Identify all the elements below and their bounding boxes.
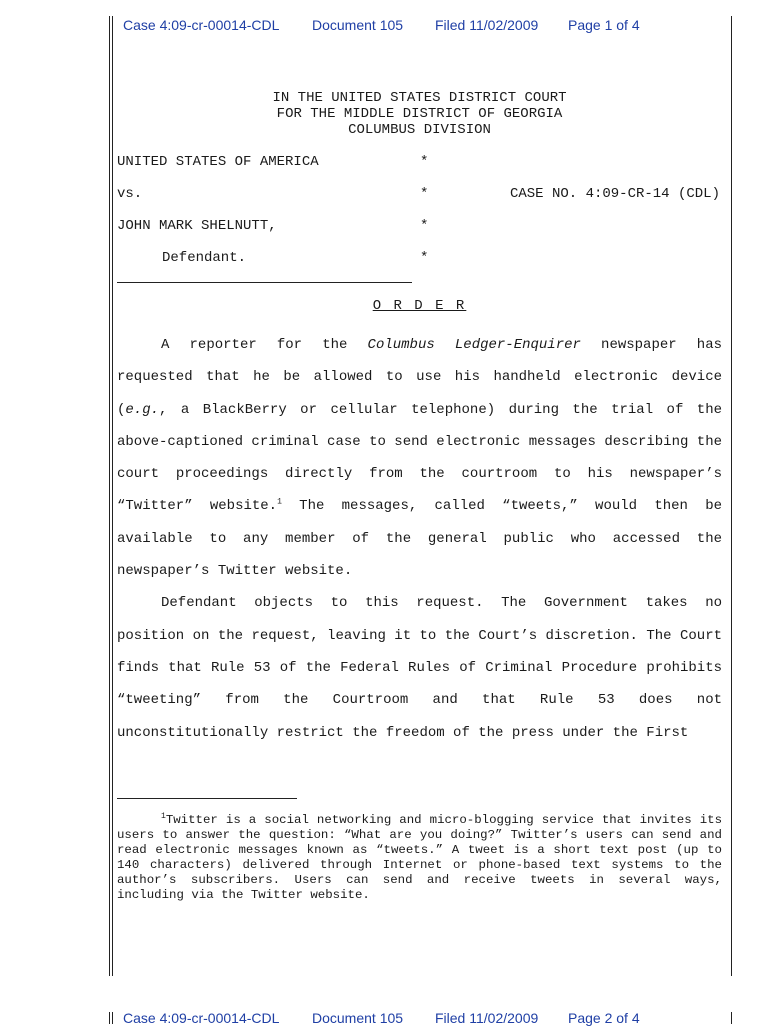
plaintiff-name: UNITED STATES OF AMERICA [117,154,319,170]
left-margin-line-inner-next [112,1012,113,1024]
eg-abbrev: e.g. [125,401,160,418]
paragraph-text: , a BlackBerry or cellular telephone) during the trial of the above-captioned criminal case to send electronic messages describing the court proceedings directly from the courtroom to his newspaper’s “Twitter” website. [117,401,722,515]
paragraph-text: A reporter for the [161,337,368,353]
caption-vs-row [117,186,722,204]
caption-divider [117,282,412,283]
defendant-role: Defendant. [162,250,247,266]
left-margin-line-next [109,1012,110,1024]
caption-asterisk: * [420,186,429,202]
footnote [117,813,722,903]
left-margin-line [109,16,110,976]
caption-role-row [117,250,722,268]
order-body [117,329,722,749]
court-heading [117,90,722,138]
footnote-text: Twitter is a social networking and micro-blogging service that invites its users to answer the question: “What are you doing?” Twitter’s users can send and read electronic messages known as “tweets.” A tweet is a short text post (up to 140 characters) delivered through Internet or phone-based text systems to the author’s subscribers. Users can send and receive tweets in several ways, including via the Twitter website. [117,813,722,902]
paragraph-text: The messages, called “tweets,” would then be available to any member of the general public who accessed the newspaper’s Twitter website. [117,498,722,580]
case-number-header: Case 4:09-cr-00014-CDL [123,17,280,33]
court-line-2: FOR THE MIDDLE DISTRICT OF GEORGIA [276,106,563,122]
right-margin-line [731,16,732,976]
filed-date-header: Filed 11/02/2009 [435,17,539,33]
right-margin-line-next [731,1012,732,1024]
caption-defendant-row [117,218,722,236]
court-line-3: COLUMBUS DIVISION [348,122,491,138]
document-number-header: Document 105 [312,1010,404,1026]
paragraph-text: newspaper has requested that he be allowed to use his handheld electronic device ( [117,337,722,418]
case-number-header: Case 4:09-cr-00014-CDL [123,1010,280,1026]
filed-date-header: Filed 11/02/2009 [435,1010,539,1026]
versus-label: vs. [117,186,143,202]
defendant-name: JOHN MARK SHELNUTT, [117,218,277,234]
caption-plaintiff-row [117,154,722,172]
paragraph-2: Defendant objects to this request. The Government takes no position on the request, leaving it to the Court’s discretion. The Court finds that Rule 53 of the Federal Rules of Criminal Procedure prohibits “tweeting” from the Courtroom and that Rule 53 does not unconstitutionally restrict the freedom of the press under the First [117,595,722,741]
caption-asterisk: * [420,250,429,266]
document-number-header: Document 105 [312,17,404,33]
order-title [117,298,722,314]
page-number-header: Page 1 of 4 [568,17,640,33]
order-title-text: O R D E R [372,298,467,314]
page-number-header: Page 2 of 4 [568,1010,640,1026]
caption-asterisk: * [420,154,429,170]
left-margin-line-inner [112,16,113,976]
court-line-1: IN THE UNITED STATES DISTRICT COURT [272,90,567,106]
newspaper-name: Columbus Ledger-Enquirer [367,337,581,353]
case-number: CASE NO. 4:09-CR-14 (CDL) [509,186,720,202]
paragraph-1 [117,329,722,587]
footnote-reference[interactable]: 1 [277,497,282,507]
footnote-divider [117,798,297,799]
footnote-number: 1 [161,811,166,821]
caption-asterisk: * [420,218,429,234]
